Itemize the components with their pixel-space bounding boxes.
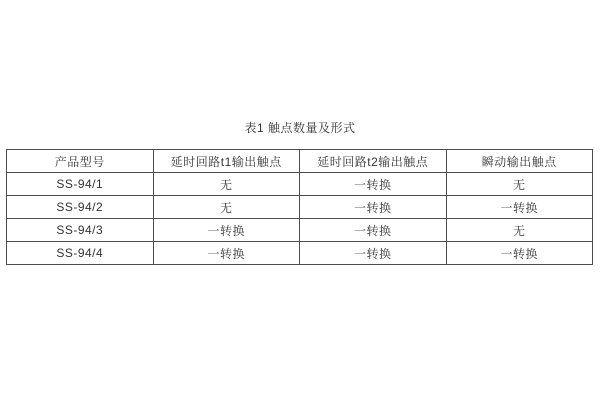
- header-product-model: 产品型号: [7, 150, 154, 173]
- cell-model: SS-94/3: [7, 219, 154, 242]
- cell-model: SS-94/2: [7, 196, 154, 219]
- cell-model: SS-94/1: [7, 173, 154, 196]
- cell-t2: 一转换: [300, 196, 447, 219]
- cell-model: SS-94/4: [7, 242, 154, 265]
- cell-instant: 无: [446, 219, 593, 242]
- cell-t2: 一转换: [300, 173, 447, 196]
- cell-t2: 一转换: [300, 242, 447, 265]
- header-t2-contact: 延时回路t2输出触点: [300, 150, 447, 173]
- header-t1-contact: 延时回路t1输出触点: [153, 150, 300, 173]
- cell-t1: 无: [153, 173, 300, 196]
- table-row: [7, 242, 593, 265]
- header-row: [7, 150, 593, 173]
- cell-t1: 一转换: [153, 219, 300, 242]
- cell-instant: 无: [446, 173, 593, 196]
- cell-t2: 一转换: [300, 219, 447, 242]
- cell-instant: 一转换: [446, 242, 593, 265]
- contact-table: [6, 149, 593, 265]
- table-row: [7, 173, 593, 196]
- table-row: [7, 219, 593, 242]
- cell-t1: 一转换: [153, 242, 300, 265]
- table-row: [7, 196, 593, 219]
- cell-instant: 一转换: [446, 196, 593, 219]
- header-instant-contact: 瞬动输出触点: [446, 150, 593, 173]
- cell-t1: 无: [153, 196, 300, 219]
- table-title: 表1 触点数量及形式: [244, 121, 356, 135]
